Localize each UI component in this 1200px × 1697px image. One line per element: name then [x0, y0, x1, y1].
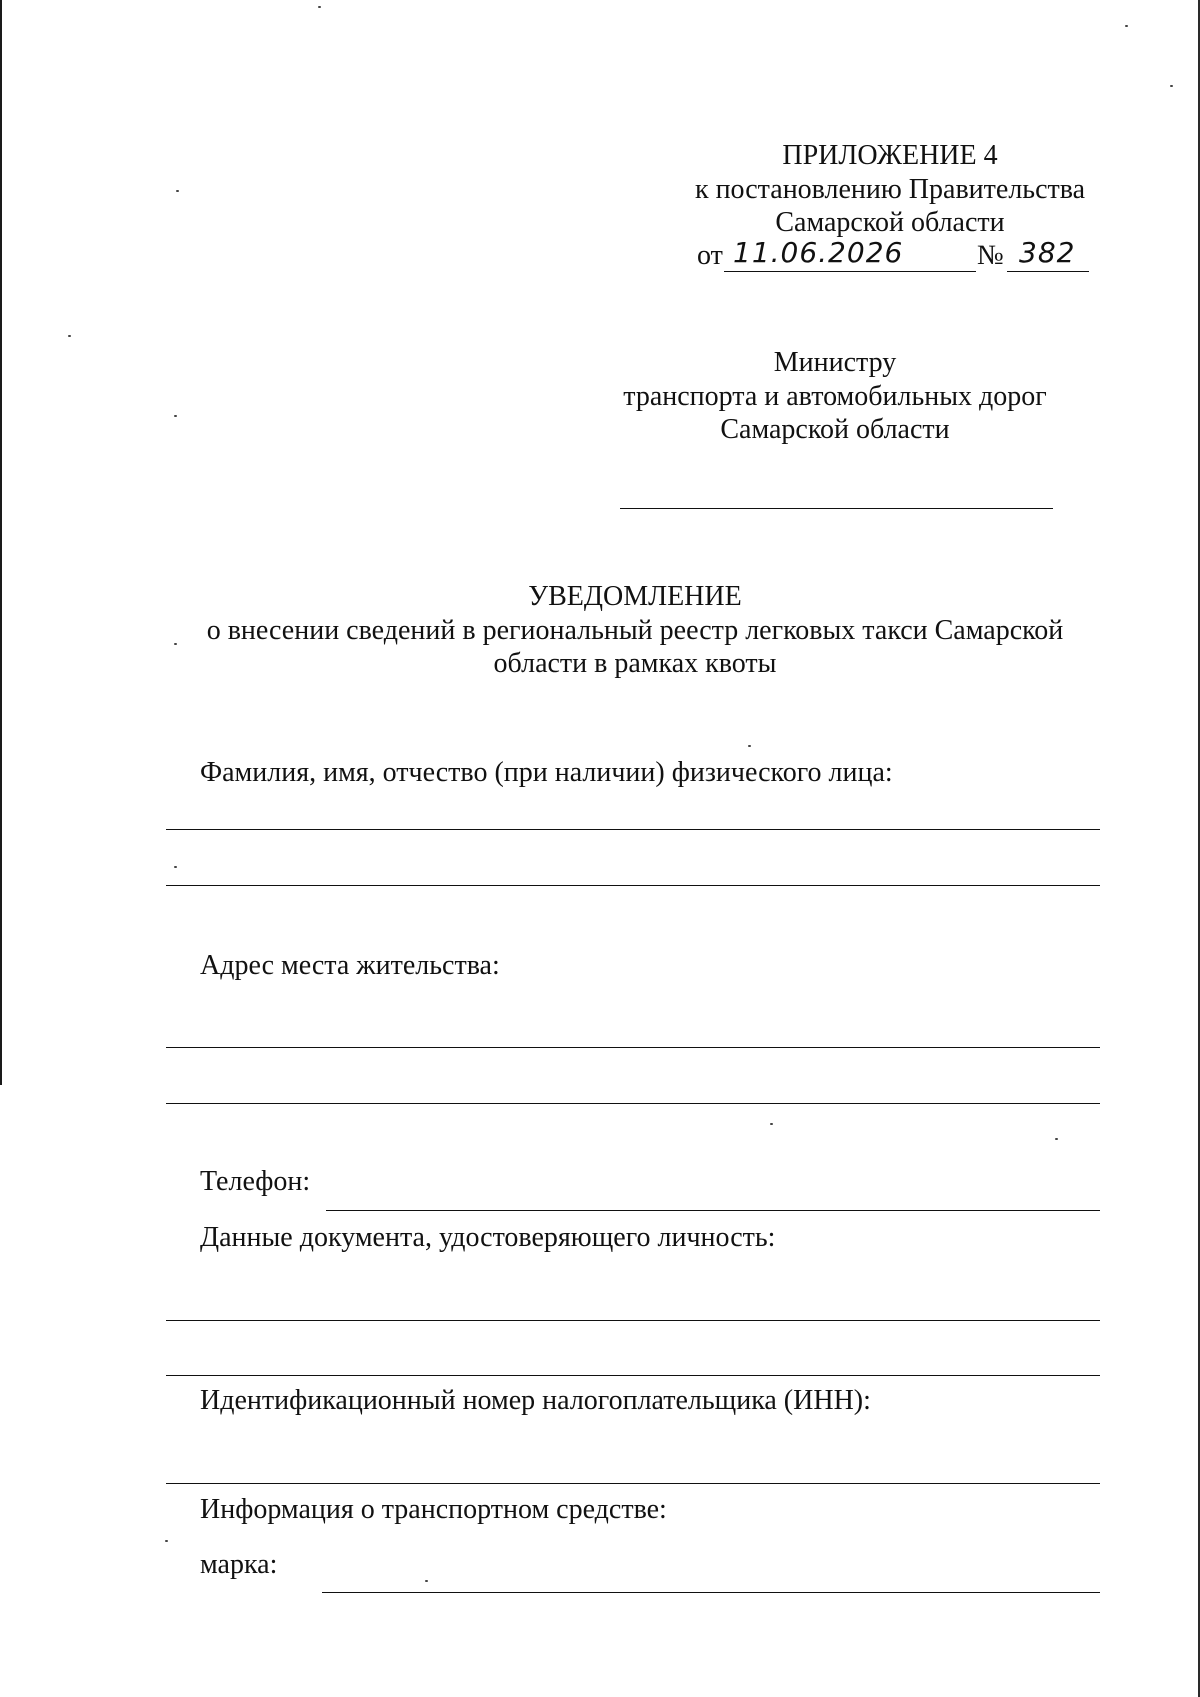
scan-speck — [770, 1123, 773, 1125]
scan-speck — [425, 1580, 428, 1582]
scan-speck — [1125, 25, 1128, 27]
document-title: УВЕДОМЛЕНИЕ — [528, 581, 742, 612]
scan-speck — [165, 1540, 168, 1542]
scan-speck — [1055, 1138, 1058, 1140]
addressee-line-1: Министру — [773, 347, 897, 378]
scan-edge-left — [0, 0, 2, 1085]
addressee-signature-line — [620, 508, 1053, 509]
scan-speck — [176, 190, 179, 192]
addressee-line-3: Самарской области — [720, 414, 950, 445]
document-subtitle-line-1: о внесении сведений в региональный реестр легковых такси Самарской — [206, 615, 1064, 646]
full-name-line-1[interactable] — [166, 829, 1100, 830]
appendix-line-1: к постановлению Правительства — [694, 174, 1086, 205]
addressee-line-2: транспорта и автомобильных дорог — [623, 381, 1047, 412]
number-value: 382 — [1019, 236, 1076, 269]
full-name-line-2[interactable] — [166, 885, 1100, 886]
id-document-label: Данные документа, удостоверяющего личность: — [200, 1222, 776, 1253]
scan-speck — [1170, 85, 1173, 87]
date-prefix: от — [697, 240, 723, 271]
date-value: 11.06.2026 — [733, 236, 904, 269]
vehicle-info-label: Информация о транспортном средстве: — [200, 1494, 667, 1525]
inn-line[interactable] — [166, 1483, 1100, 1484]
full-name-label: Фамилия, имя, отчество (при наличии) физического лица: — [200, 757, 893, 788]
appendix-title: ПРИЛОЖЕНИЕ 4 — [782, 140, 998, 171]
number-underline — [1007, 271, 1089, 272]
date-underline — [724, 271, 976, 272]
scan-speck — [68, 335, 71, 337]
scan-speck — [174, 866, 177, 868]
phone-line[interactable] — [326, 1210, 1100, 1211]
document-subtitle-line-2: области в рамках квоты — [493, 648, 777, 679]
scan-speck — [174, 415, 177, 417]
inn-label: Идентификационный номер налогоплательщика (ИНН): — [200, 1385, 871, 1416]
id-document-line-1[interactable] — [166, 1320, 1100, 1321]
address-label: Адрес места жительства: — [200, 950, 500, 981]
address-line-1[interactable] — [166, 1047, 1100, 1048]
address-line-2[interactable] — [166, 1103, 1100, 1104]
id-document-line-2[interactable] — [166, 1375, 1100, 1376]
scan-speck — [748, 745, 751, 747]
brand-line[interactable] — [322, 1592, 1100, 1593]
brand-label: марка: — [200, 1549, 278, 1580]
scan-speck — [318, 6, 321, 8]
number-prefix: № — [977, 240, 1004, 271]
phone-label: Телефон: — [200, 1166, 311, 1197]
appendix-line-2: Самарской области — [775, 207, 1005, 238]
